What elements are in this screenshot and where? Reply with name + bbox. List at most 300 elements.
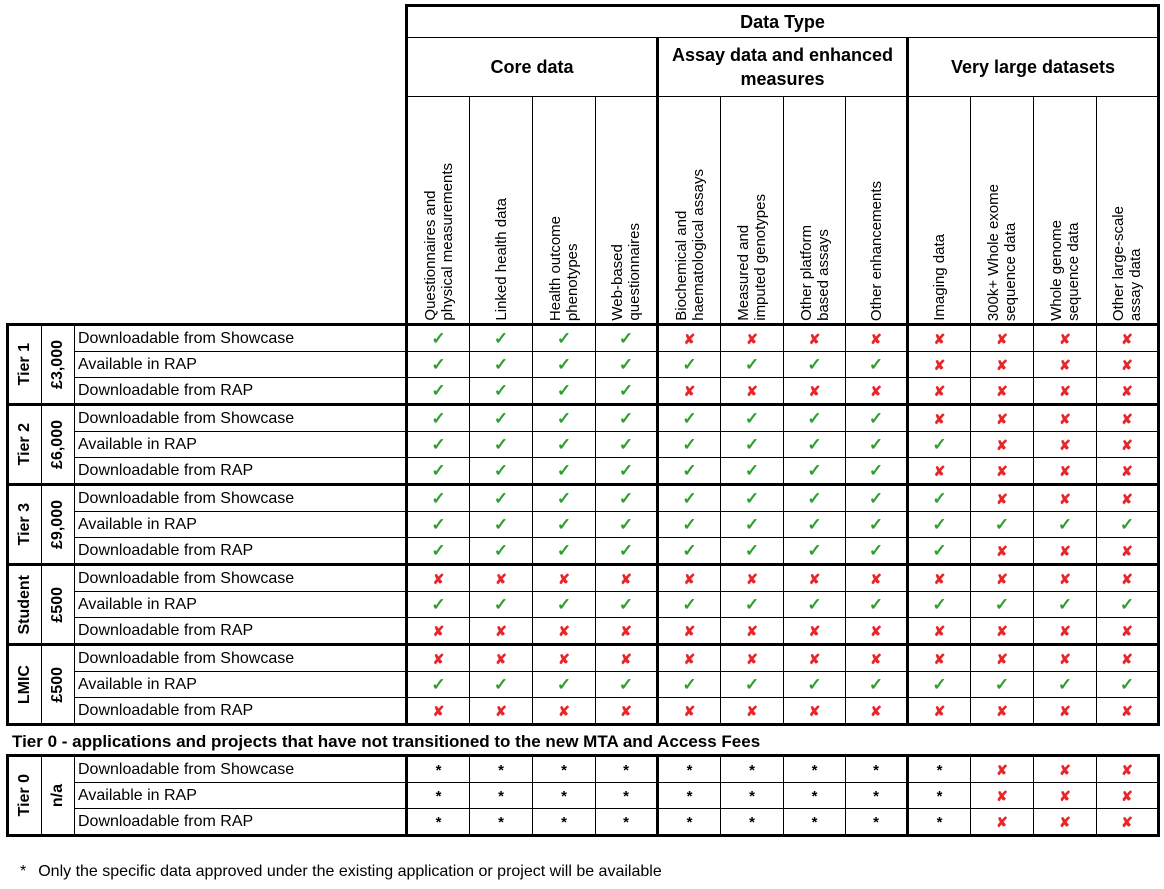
cross-icon: ✘	[1121, 622, 1133, 639]
mark-cell	[721, 432, 784, 458]
asterisk-icon: *	[435, 787, 442, 805]
asterisk-icon: *	[623, 813, 629, 831]
access-method: Downloadable from Showcase	[75, 565, 407, 592]
check-icon: ✓	[431, 380, 446, 400]
check-icon: ✓	[744, 674, 760, 694]
mark-cell	[470, 378, 533, 405]
check-icon: ✓	[868, 514, 884, 534]
mark-cell	[596, 698, 658, 725]
table-row	[8, 756, 1159, 783]
mark-cell	[784, 378, 846, 405]
mark-cell	[846, 672, 908, 698]
column-header-label	[1048, 218, 1082, 323]
mark-cell	[846, 618, 908, 645]
mark-cell	[721, 809, 784, 836]
mark-cell	[971, 352, 1034, 378]
mark-cell	[908, 809, 971, 836]
mark-cell	[470, 565, 533, 592]
table-row	[8, 352, 1159, 378]
column-header-line: sequence data	[1002, 222, 1019, 321]
mark-cell	[596, 352, 658, 378]
access-method: Downloadable from Showcase	[75, 325, 407, 352]
mark-cell	[533, 565, 596, 592]
table-row	[8, 672, 1159, 698]
cross-icon: ✘	[933, 650, 946, 667]
cross-icon: ✘	[870, 650, 882, 667]
column-header-label	[1110, 204, 1144, 323]
column-header	[908, 97, 971, 325]
check-icon: ✓	[493, 354, 509, 374]
mark-cell	[470, 458, 533, 485]
table-row	[8, 618, 1159, 645]
tier-name-label: Student	[16, 574, 33, 635]
table-row	[8, 592, 1159, 618]
column-header-line: Questionnaires and	[421, 190, 439, 321]
group-header: Very large datasets	[908, 38, 1159, 97]
cross-icon: ✘	[495, 622, 507, 639]
mark-cell	[596, 809, 658, 836]
mark-cell	[1034, 432, 1097, 458]
mark-cell	[721, 618, 784, 645]
check-icon: ✓	[807, 594, 822, 614]
check-icon: ✓	[431, 434, 446, 454]
check-icon: ✓	[994, 514, 1010, 534]
check-icon: ✓	[556, 380, 572, 400]
mark-cell	[721, 565, 784, 592]
cross-icon: ✘	[996, 490, 1008, 507]
check-icon: ✓	[932, 514, 947, 534]
mark-cell	[596, 645, 658, 672]
tier-price	[42, 565, 75, 645]
table-row	[8, 538, 1159, 565]
mark-cell	[407, 485, 470, 512]
column-header-line: Health outcome	[547, 215, 564, 321]
table-row	[8, 809, 1159, 836]
check-icon: ✓	[744, 434, 760, 454]
access-method: Downloadable from RAP	[75, 378, 407, 405]
mark-cell	[1097, 352, 1159, 378]
asterisk-icon: *	[498, 787, 504, 805]
tier-name-label: Tier 3	[16, 503, 33, 546]
access-method: Available in RAP	[75, 432, 407, 458]
mark-cell	[533, 672, 596, 698]
footnote-marker: *	[20, 863, 27, 880]
mark-cell	[721, 538, 784, 565]
column-header-label	[931, 232, 948, 323]
cross-icon: ✘	[620, 702, 632, 719]
mark-cell	[1097, 485, 1159, 512]
column-header	[658, 97, 721, 325]
access-method: Downloadable from Showcase	[75, 405, 407, 432]
mark-cell	[784, 538, 846, 565]
mark-cell	[721, 405, 784, 432]
cross-icon: ✘	[1059, 650, 1071, 667]
check-icon: ✓	[556, 594, 572, 614]
cross-icon: ✘	[933, 622, 946, 639]
mark-cell	[908, 618, 971, 645]
cross-icon: ✘	[933, 330, 946, 347]
cross-icon: ✘	[808, 622, 821, 639]
cross-icon: ✘	[996, 570, 1008, 587]
column-header-line: Measured and	[735, 225, 752, 321]
check-icon: ✓	[493, 540, 509, 560]
mark-cell	[596, 405, 658, 432]
asterisk-icon: *	[561, 787, 567, 805]
group-header: Assay data and enhanced measures	[658, 38, 908, 97]
cross-icon: ✘	[432, 570, 445, 587]
cross-icon: ✘	[1059, 462, 1071, 479]
mark-cell	[470, 485, 533, 512]
cross-icon: ✘	[1059, 813, 1071, 830]
mark-cell	[908, 485, 971, 512]
cross-icon: ✘	[746, 330, 758, 347]
mark-cell	[470, 809, 533, 836]
mark-cell	[846, 756, 908, 783]
tier-name	[8, 325, 42, 405]
column-header-line: Other large-scale	[1110, 205, 1127, 321]
cross-icon: ✘	[996, 356, 1008, 373]
mark-cell	[908, 672, 971, 698]
mark-cell	[407, 512, 470, 538]
cross-icon: ✘	[683, 702, 696, 719]
mark-cell	[784, 565, 846, 592]
access-method: Downloadable from RAP	[75, 458, 407, 485]
mark-cell	[846, 645, 908, 672]
cross-icon: ✘	[1121, 356, 1133, 373]
check-icon: ✓	[932, 674, 947, 694]
cross-icon: ✘	[1121, 570, 1133, 587]
cross-icon: ✘	[495, 570, 507, 587]
check-icon: ✓	[932, 594, 947, 614]
mark-cell	[846, 592, 908, 618]
mark-cell	[407, 378, 470, 405]
cross-icon: ✘	[620, 650, 632, 667]
cross-icon: ✘	[870, 570, 882, 587]
mark-cell	[407, 645, 470, 672]
mark-cell	[784, 783, 846, 809]
mark-cell	[846, 809, 908, 836]
mark-cell	[596, 512, 658, 538]
column-header	[1034, 97, 1097, 325]
mark-cell	[846, 378, 908, 405]
footnote-text: Only the specific data approved under the existing application or project will be available	[38, 863, 662, 880]
mark-cell	[470, 352, 533, 378]
column-header-line: based assays	[814, 229, 832, 321]
mark-cell	[407, 783, 470, 809]
column-header-line: questionnaires	[626, 223, 643, 321]
mark-cell	[971, 405, 1034, 432]
cross-icon: ✘	[933, 382, 946, 399]
mark-cell	[971, 325, 1034, 352]
access-method: Available in RAP	[75, 512, 407, 538]
cross-icon: ✘	[746, 622, 758, 639]
mark-cell	[470, 592, 533, 618]
column-header-line: 300k+ Whole exome	[985, 183, 1002, 321]
column-header	[596, 97, 658, 325]
check-icon: ✓	[493, 488, 509, 508]
check-icon: ✓	[618, 594, 634, 614]
mark-cell	[658, 809, 721, 836]
tier-price-label: n/a	[49, 783, 66, 808]
cross-icon: ✘	[432, 702, 445, 719]
mark-cell	[658, 672, 721, 698]
check-icon: ✓	[431, 674, 446, 694]
cross-icon: ✘	[1059, 490, 1071, 507]
mark-cell	[533, 538, 596, 565]
table-row	[8, 378, 1159, 405]
cross-icon: ✘	[996, 813, 1008, 830]
mark-cell	[784, 512, 846, 538]
cross-icon: ✘	[746, 570, 758, 587]
mark-cell	[1034, 352, 1097, 378]
table-row	[8, 432, 1159, 458]
mark-cell	[721, 378, 784, 405]
column-header	[1097, 97, 1159, 325]
check-icon: ✓	[932, 488, 947, 508]
mark-cell	[658, 618, 721, 645]
mark-cell	[1097, 325, 1159, 352]
check-icon: ✓	[1057, 514, 1073, 534]
mark-cell	[1034, 783, 1097, 809]
asterisk-icon: *	[749, 787, 755, 805]
cross-icon: ✘	[808, 382, 821, 399]
mark-cell	[846, 512, 908, 538]
tier-name	[8, 645, 42, 725]
mark-cell	[533, 645, 596, 672]
cross-icon: ✘	[996, 330, 1008, 347]
mark-cell	[1034, 756, 1097, 783]
mark-cell	[658, 756, 721, 783]
mark-cell	[407, 352, 470, 378]
mark-cell	[1034, 809, 1097, 836]
mark-cell	[908, 378, 971, 405]
cross-icon: ✘	[1059, 356, 1071, 373]
mark-cell	[596, 538, 658, 565]
cross-icon: ✘	[1121, 542, 1133, 559]
check-icon: ✓	[744, 514, 760, 534]
mark-cell	[596, 756, 658, 783]
check-icon: ✓	[1119, 514, 1135, 534]
mark-cell	[971, 809, 1034, 836]
mark-cell	[971, 618, 1034, 645]
check-icon: ✓	[868, 674, 884, 694]
mark-cell	[596, 458, 658, 485]
check-icon: ✓	[431, 408, 446, 428]
column-header-line: assay data	[1127, 248, 1144, 321]
mark-cell	[721, 512, 784, 538]
mark-cell	[1097, 783, 1159, 809]
cross-icon: ✘	[558, 622, 570, 639]
asterisk-icon: *	[936, 787, 943, 805]
check-icon: ✓	[493, 674, 509, 694]
check-icon: ✓	[868, 408, 884, 428]
asterisk-icon: *	[561, 761, 567, 779]
cross-icon: ✘	[996, 410, 1008, 427]
mark-cell	[407, 672, 470, 698]
table-row	[8, 565, 1159, 592]
check-icon: ✓	[618, 674, 634, 694]
column-header	[470, 97, 533, 325]
cross-icon: ✘	[683, 650, 696, 667]
mark-cell	[784, 432, 846, 458]
cross-icon: ✘	[1059, 410, 1071, 427]
access-method: Available in RAP	[75, 783, 407, 809]
tier-name-label: Tier 0	[16, 774, 33, 817]
cross-icon: ✘	[1121, 330, 1133, 347]
asterisk-icon: *	[435, 761, 442, 779]
access-method: Available in RAP	[75, 592, 407, 618]
cross-icon: ✘	[933, 356, 946, 373]
asterisk-icon: *	[749, 761, 755, 779]
mark-cell	[1034, 698, 1097, 725]
mark-cell	[721, 325, 784, 352]
tier-price	[42, 756, 75, 836]
cross-icon: ✘	[558, 570, 570, 587]
mark-cell	[533, 618, 596, 645]
cross-icon: ✘	[933, 702, 946, 719]
table-row	[8, 698, 1159, 725]
mark-cell	[470, 325, 533, 352]
mark-cell	[1034, 325, 1097, 352]
check-icon: ✓	[744, 594, 760, 614]
check-icon: ✓	[932, 434, 947, 454]
cross-icon: ✘	[933, 570, 946, 587]
check-icon: ✓	[868, 540, 884, 560]
mark-cell	[658, 565, 721, 592]
cross-icon: ✘	[683, 622, 696, 639]
access-method: Downloadable from RAP	[75, 618, 407, 645]
check-icon: ✓	[493, 514, 509, 534]
check-icon: ✓	[493, 380, 509, 400]
mark-cell	[971, 512, 1034, 538]
mark-cell	[658, 378, 721, 405]
check-icon: ✓	[556, 540, 572, 560]
asterisk-icon: *	[686, 787, 693, 805]
asterisk-icon: *	[811, 787, 818, 805]
mark-cell	[1097, 405, 1159, 432]
cross-icon: ✘	[620, 622, 632, 639]
mark-cell	[971, 538, 1034, 565]
check-icon: ✓	[682, 674, 697, 694]
tier-name-label: Tier 2	[16, 423, 33, 466]
mark-cell	[1034, 378, 1097, 405]
mark-cell	[908, 565, 971, 592]
asterisk-icon: *	[936, 761, 943, 779]
access-method: Available in RAP	[75, 352, 407, 378]
access-matrix-table	[6, 4, 1160, 726]
check-icon: ✓	[493, 328, 509, 348]
column-header-label	[868, 179, 885, 323]
cross-icon: ✘	[808, 702, 821, 719]
mark-cell	[784, 645, 846, 672]
mark-cell	[721, 783, 784, 809]
check-icon: ✓	[744, 354, 760, 374]
cross-icon: ✘	[808, 650, 821, 667]
cross-icon: ✘	[933, 462, 946, 479]
mark-cell	[596, 485, 658, 512]
mark-cell	[784, 325, 846, 352]
check-icon: ✓	[618, 460, 634, 480]
mark-cell	[1097, 756, 1159, 783]
mark-cell	[846, 565, 908, 592]
check-icon: ✓	[994, 674, 1010, 694]
tier-price-label: £6,000	[49, 420, 66, 469]
check-icon: ✓	[682, 460, 697, 480]
mark-cell	[846, 405, 908, 432]
mark-cell	[1097, 378, 1159, 405]
column-header-line: Whole genome	[1048, 220, 1065, 321]
mark-cell	[971, 756, 1034, 783]
cross-icon: ✘	[432, 622, 445, 639]
mark-cell	[721, 352, 784, 378]
tier-price	[42, 325, 75, 405]
mark-cell	[470, 672, 533, 698]
mark-cell	[407, 538, 470, 565]
access-method: Downloadable from Showcase	[75, 485, 407, 512]
cross-icon: ✘	[1121, 462, 1133, 479]
check-icon: ✓	[744, 540, 760, 560]
check-icon: ✓	[868, 594, 884, 614]
check-icon: ✓	[868, 460, 884, 480]
mark-cell	[784, 485, 846, 512]
tier-name-label: Tier 1	[16, 343, 33, 386]
check-icon: ✓	[807, 674, 822, 694]
mark-cell	[908, 325, 971, 352]
table-row	[8, 458, 1159, 485]
check-icon: ✓	[618, 354, 634, 374]
check-icon: ✓	[868, 488, 884, 508]
mark-cell	[1097, 809, 1159, 836]
table-row	[8, 783, 1159, 809]
mark-cell	[533, 592, 596, 618]
cross-icon: ✘	[1121, 650, 1133, 667]
table-row	[8, 405, 1159, 432]
cross-icon: ✘	[1059, 382, 1071, 399]
cross-icon: ✘	[746, 650, 758, 667]
cross-icon: ✘	[620, 570, 632, 587]
mark-cell	[470, 512, 533, 538]
tier0-heading: Tier 0 - applications and projects that have not transitioned to the new MTA and Access Fees	[12, 732, 761, 751]
mark-cell	[971, 672, 1034, 698]
mark-cell	[721, 672, 784, 698]
mark-cell	[470, 538, 533, 565]
mark-cell	[784, 809, 846, 836]
check-icon: ✓	[807, 540, 822, 560]
mark-cell	[533, 458, 596, 485]
check-icon: ✓	[807, 514, 822, 534]
check-icon: ✓	[807, 460, 822, 480]
asterisk-icon: *	[686, 761, 693, 779]
mark-cell	[721, 458, 784, 485]
mark-cell	[784, 756, 846, 783]
check-icon: ✓	[618, 408, 634, 428]
cross-icon: ✘	[870, 702, 882, 719]
mark-cell	[407, 592, 470, 618]
check-icon: ✓	[1119, 674, 1135, 694]
cross-icon: ✘	[996, 650, 1008, 667]
cross-icon: ✘	[1059, 761, 1071, 778]
mark-cell	[1034, 645, 1097, 672]
mark-cell	[470, 645, 533, 672]
mark-cell	[470, 756, 533, 783]
check-icon: ✓	[744, 460, 760, 480]
access-method: Downloadable from RAP	[75, 698, 407, 725]
cross-icon: ✘	[996, 382, 1008, 399]
mark-cell	[971, 645, 1034, 672]
cross-icon: ✘	[808, 330, 821, 347]
check-icon: ✓	[682, 594, 697, 614]
mark-cell	[1034, 512, 1097, 538]
